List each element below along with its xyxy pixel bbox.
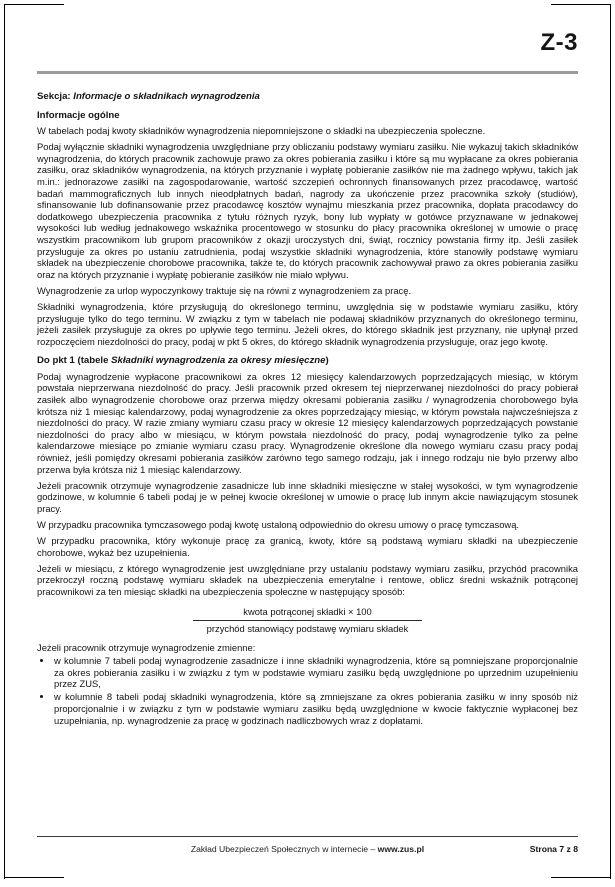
- footer-website: www.zus.pl: [377, 844, 425, 854]
- page-corner-mark-bottom-left: [4, 877, 64, 878]
- page-corner-mark-bottom-right: [551, 877, 611, 878]
- paragraph-general-1: W tabelach podaj kwoty składników wynagrodzenia niepomniejszone o składki na ubezpieczenia społeczne.: [37, 125, 486, 137]
- list-item-column-7: • w kolumnie 7 tabeli podaj wynagrodzenie zasadnicze i inne składniki wynagrodzenia, które są pomniejszane proporcjonalnie za okres pobierania zasiłku i w związku z tym w podstawie wymiaru zasiłku będą uwzględnione po uprzednim uzupełnieniu przez ZUS,: [53, 655, 578, 690]
- header-divider: [37, 71, 578, 74]
- paragraph-pkt1-3: W przypadku pracownika tymczasowego podaj kwotę ustaloną odpowiednio do okresu umowy o pracę tymczasową.: [37, 518, 520, 530]
- fraction-numerator: kwota potrąconej składki × 100: [243, 606, 372, 618]
- paragraph-pkt1-4: W przypadku pracownika, który wykonuje pracę za granicą, kwoty, które są podstawą wymiaru składki na ubezpieczenie chorobowe, wykaż bez uzupełnienia.: [37, 535, 578, 558]
- pkt1-heading-prefix: Do pkt 1 (tabele: [37, 355, 112, 367]
- section-heading-title: Informacje o składnikach wynagrodzenia: [73, 90, 260, 102]
- paragraph-pkt1-2: Jeżeli pracownik otrzymuje wynagrodzenie zasadnicze lub inne składniki miesięczne w stałej wysokości, w tym wynagrodzenie godzinowe, w kolumnie 6 tabeli podaj je w pełnej kwocie określonej w umowie o pracę lub innym akcie nawiązującym stosunek pracy.: [37, 479, 578, 514]
- fraction-denominator: przychód stanowiący podstawę wymiaru składek: [193, 620, 423, 635]
- fraction: [193, 606, 423, 634]
- contribution-rate-formula: [37, 606, 578, 637]
- section-heading: [37, 91, 578, 102]
- pkt1-heading-table-name: Składniki wynagrodzenia za okresy miesięczne: [111, 355, 326, 367]
- page-content: [37, 0, 578, 726]
- pkt1-heading: [37, 355, 578, 366]
- page-frame-left: [4, 4, 5, 879]
- footer-text: [37, 844, 578, 854]
- paragraph-pkt1-5: Jeżeli w miesiącu, z którego wynagrodzenie jest uwzględniane przy ustalaniu podstawy wymiaru zasiłku, przychód pracownika przekroczył roczną podstawę wymiaru składek na ubezpieczenia emerytalne i rentowe, oblicz średni wskaźnik potrąconej pracownikowi za ten miesiąc składki na ubezpieczenia społeczne w następujący sposób:: [37, 562, 578, 597]
- list-item-column-8: • w kolumnie 8 tabeli podaj składniki wynagrodzenia, które są zmniejszane za okres pobierania zasiłku w inny sposób niż proporcjonalnie i w związku z tym w podstawie wymiaru zasiłku będą uwzględnione w kwocie faktycznie wypłaconej bez uzupełniania, np. wynagrodzenie za pracę w godzinach nadliczbowych wraz z dopłatami.: [53, 691, 578, 726]
- page-frame-right: [610, 4, 611, 879]
- paragraph-general-4: Składniki wynagrodzenia, które przysługują do określonego terminu, uwzględnia się w podstawie wymiaru zasiłku, który przysługuje tylko do tego terminu. W związku z tym w tabelach nie podawaj składników przyznanych do określonego terminu, jeżeli zasiłek przysługuje za okres po upływie tego terminu. Jeżeli okres, do którego składnik jest przyznany, nie upłynął przed rozpoczęciem niezdolności do pracy, podaj w pkt 5 okres, do którego składnik wynagrodzenia przysługuje, oraz jego kwotę.: [37, 300, 578, 347]
- variable-pay-intro: Jeżeli pracownik otrzymuje wynagrodzenie zmienne:: [37, 641, 256, 653]
- pkt1-heading-suffix: ): [325, 355, 329, 367]
- paragraph-pkt1-1: Podaj wynagrodzenie wypłacone pracownikowi za okres 12 miesięcy kalendarzowych poprzedzających miesiąc, w którym powstała nieprzerwana niezdolność do pracy. Jeśli pracownik przed okresem tej nieprzerwanej niezdolności do pracy pobierał zasiłek albo wynagrodzenie chorobowe oraz przerwa między okresami pobierania zasiłku / wynagrodzenia chorobowego była krótsza niż 1 miesiąc kalendarzowy, podaj wynagrodzenie za okres poprzedzający miesiąc, w którym powstała najwcześniejsza z niezdolności do pracy. W razie zmiany wymiaru czasu pracy w okresie 12 miesięcy kalendarzowych poprzedzających powstanie niezdolności do pracy albo w miesiącu, w którym powstała niezdolność do pracy, podaj wynagrodzenie tylko za pełne kalendarzowe miesiące po zmianie wymiaru czasu pracy. Wynagrodzenie określone dla nowego wymiaru czasu pracy podaj również, jeśli pomiędzy okresami pobierania zasiłków zarówno tego samego rodzaju, jak i innego rodzaju nie było przerwy albo przerwa była krótsza niż 1 miesiąc kalendarzowy.: [37, 370, 578, 475]
- footer-divider: [37, 836, 578, 837]
- footer-org-text: Zakład Ubezpieczeń Społecznych w internecie –: [190, 844, 378, 854]
- paragraph-general-3: Wynagrodzenie za urlop wypoczynkowy traktuje się na równi z wynagrodzeniem za pracę.: [37, 284, 412, 296]
- general-info-heading: Informacje ogólne: [37, 109, 120, 121]
- section-heading-prefix: Sekcja:: [37, 90, 71, 102]
- variable-pay-bullet-list: [37, 655, 578, 726]
- form-code-label: Z-3: [540, 29, 578, 56]
- page-number: Strona 7 z 8: [529, 844, 578, 854]
- paragraph-general-2: Podaj wyłącznie składniki wynagrodzenia uwzględniane przy obliczaniu podstawy wymiaru zasiłku. Nie wykazuj takich składników wynagrodzenia, do których pracownik zachowuje prawo za okres pobierania zasiłku i które są mu wypłacane za okres pobierania zasiłku, oraz składników wynagrodzenia, na których przyznanie i wypłatę pobieranie zasiłków nie ma żadnego wpływu, takich jak m.in.: jednorazowe zasiłki na zagospodarowanie, wartość szczepień ochronnych finansowanych przez pracodawcę, wartość badań mammograficznych lub innych nieodpłatnych badań, nagrody za ukończenie przez pracownika szkoły (studiów), sfinansowanie lub dofinansowanie przez pracodawcę kosztów wynajmu mieszkania przez pracownika, dopłata pracodawcy do dodatkowego ubezpieczenia pracownika z tytułu różnych ryzyk, bony lub wypłaty w gotówce przyznawane w jednakowej wysokości lub według jednakowego wskaźnika procentowego w stosunku do płacy pracownika określonej w umowie o pracę wszystkim pracownikom lub grupom pracowników z okazji uroczystych dni, świąt, rocznicy powstania firmy itp. Jeśli zasiłek przysługuje za okres po ustaniu zatrudnienia, podaj wszystkie składniki wynagrodzenia, które stanowiły podstawę wymiaru składek na ubezpieczenie chorobowe pracownika, także te, do których pracownik zachowywał prawo za okres pobierania zasiłku oraz na których przyznanie i wypłatę pobieranie zasiłków nie miało wpływu.: [37, 141, 578, 280]
